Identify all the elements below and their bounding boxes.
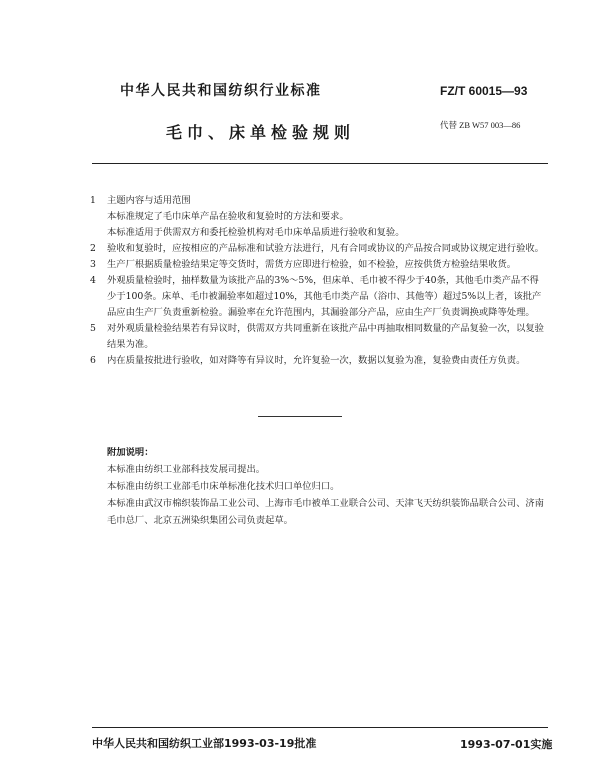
header-rule <box>92 163 548 164</box>
replaces-note: 代替 ZB W57 003—86 <box>440 120 521 130</box>
section-3 <box>90 257 545 273</box>
document-title: 毛巾、床单检验规则 <box>166 123 356 142</box>
section-text: 验收和复验时，应按相应的产品标准和试验方法进行，凡有合同或协议的产品按合同或协议规定进行验收。 <box>107 243 544 254</box>
notes-line: 本标准由纺织工业部毛巾床单标准化技术归口单位归口。 <box>107 481 340 492</box>
org-title: 中华人民共和国纺织行业标准 <box>120 83 322 99</box>
paragraph-text: 本标准规定了毛巾床单产品在验收和复验时的方法和要求。 <box>107 211 349 222</box>
approval-date: 中华人民共和国纺织工业部1993-03-19批准 <box>92 737 317 750</box>
section-6 <box>90 353 545 369</box>
notes-heading: 附加说明： <box>107 447 154 458</box>
effective-date: 1993-07-01实施 <box>460 738 553 751</box>
additional-notes <box>90 444 545 529</box>
notes-line: 本标准由武汉市棉织装饰品工业公司、上海市毛巾被单工业联合公司、天津飞天纺织装饰品联合公司、济南毛巾总厂、北京五洲染织集团公司负责起草。 <box>107 498 544 526</box>
section-number: 5 <box>90 323 96 334</box>
section-number: 4 <box>90 275 96 286</box>
section-text: 对外观质量检验结果若有异议时，供需双方共同重新在该批产品中再抽取相同数量的产品复验一次，以复验结果为准。 <box>107 323 544 350</box>
section-number: 2 <box>90 243 96 254</box>
section-number: 3 <box>90 259 96 270</box>
section-text: 主题内容与适用范围 <box>107 195 191 206</box>
section-2 <box>90 241 545 257</box>
body-text <box>90 193 545 369</box>
standard-number: FZ/T 60015—93 <box>440 84 528 98</box>
section-5 <box>90 321 545 353</box>
notes-line: 本标准由纺织工业部科技发展司提出。 <box>107 464 266 475</box>
section-text: 内在质量按批进行验收，如对降等有异议时，允许复验一次，数据以复验为准，复验费由责任方负责。 <box>107 355 526 366</box>
section-4 <box>90 273 545 321</box>
section-1-para-1 <box>90 209 545 225</box>
section-text: 外观质量检验时，抽样数量为该批产品的3%～5%，但床单、毛巾被不得少于40条，其他毛巾类产品不得少于100条。床单、毛巾被漏验率如超过10%，其他毛巾类产品（浴巾、其他等）超过5%以上者，该批产品应由生产厂负责重新检验。漏验率在允许范围内，其漏验部分产品，应由生产厂负责调换或降等处理。 <box>107 275 542 318</box>
footer-rule <box>92 727 548 728</box>
section-number: 6 <box>90 355 96 366</box>
section-1 <box>90 193 545 209</box>
section-number: 1 <box>90 195 96 206</box>
section-1-para-2 <box>90 225 545 241</box>
end-rule <box>258 416 342 417</box>
paragraph-text: 本标准适用于供需双方和委托检验机构对毛巾床单品质进行验收和复验。 <box>107 227 405 238</box>
section-text: 生产厂根据质量检验结果定等交货时，需货方应即进行检验，如不检验，应按供货方检验结果收货。 <box>107 259 517 270</box>
